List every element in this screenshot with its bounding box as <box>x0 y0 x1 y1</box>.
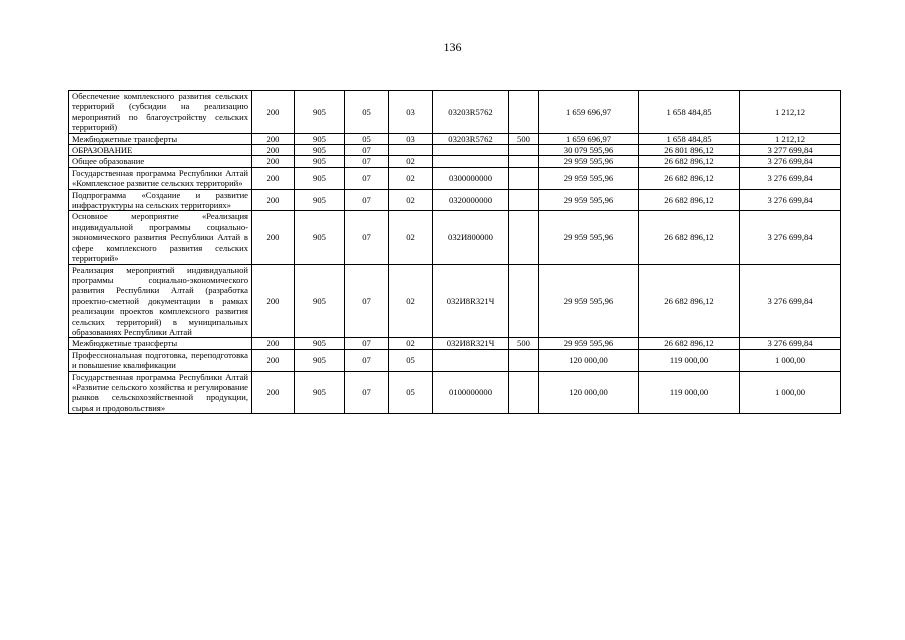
table-row <box>69 338 841 349</box>
row-ministry-code: 905 <box>295 167 345 189</box>
row-admin-code: 200 <box>252 189 295 211</box>
table-row <box>69 264 841 338</box>
row-subsection: 02 <box>389 156 433 167</box>
row-section: 07 <box>345 264 389 338</box>
row-ministry-code: 905 <box>295 91 345 134</box>
row-admin-code: 200 <box>252 145 295 156</box>
row-actual-amount: 26 682 896,12 <box>639 264 740 338</box>
row-name: ОБРАЗОВАНИЕ <box>69 145 252 156</box>
row-section: 07 <box>345 338 389 349</box>
row-name: Реализация мероприятий индивидуальной программы социально-экономического развития Республики Алтай (разработка проектно-сметной документации в рамках реализации проектов комплексного развития сельских территорий) в муниципальных образованиях Республики Алтай <box>69 264 252 338</box>
row-section: 07 <box>345 211 389 264</box>
row-name: Общее образование <box>69 156 252 167</box>
row-actual-amount: 26 682 896,12 <box>639 211 740 264</box>
row-subsection: 02 <box>389 264 433 338</box>
row-name: Государственная программа Республики Алтай «Развитие сельского хозяйства и регулирование рынков сельскохозяйственной продукции, сырья и продовольствия» <box>69 371 252 414</box>
row-expense-type <box>509 371 539 414</box>
row-actual-amount: 26 682 896,12 <box>639 156 740 167</box>
row-section: 07 <box>345 349 389 371</box>
row-expense-type <box>509 349 539 371</box>
row-target-article: 03203R5762 <box>433 91 509 134</box>
row-section: 07 <box>345 156 389 167</box>
table-row <box>69 145 841 156</box>
table-row <box>69 133 841 144</box>
row-plan-amount: 29 959 595,96 <box>539 264 639 338</box>
row-subsection: 03 <box>389 133 433 144</box>
row-ministry-code: 905 <box>295 264 345 338</box>
row-plan-amount: 29 959 595,96 <box>539 189 639 211</box>
row-section: 05 <box>345 91 389 134</box>
row-subsection: 05 <box>389 371 433 414</box>
row-ministry-code: 905 <box>295 211 345 264</box>
row-name: Подпрограмма «Создание и развитие инфраструктуры на сельских территориях» <box>69 189 252 211</box>
row-admin-code: 200 <box>252 349 295 371</box>
row-remainder: 3 277 699,84 <box>740 145 841 156</box>
row-name: Межбюджетные трансферты <box>69 133 252 144</box>
row-plan-amount: 30 079 595,96 <box>539 145 639 156</box>
row-name: Межбюджетные трансферты <box>69 338 252 349</box>
row-admin-code: 200 <box>252 156 295 167</box>
budget-table <box>68 90 841 414</box>
row-subsection: 02 <box>389 211 433 264</box>
row-target-article <box>433 349 509 371</box>
row-remainder: 1 000,00 <box>740 349 841 371</box>
row-remainder: 3 276 699,84 <box>740 167 841 189</box>
table-row <box>69 156 841 167</box>
row-target-article: 03203R5762 <box>433 133 509 144</box>
row-actual-amount: 1 658 484,85 <box>639 133 740 144</box>
row-ministry-code: 905 <box>295 338 345 349</box>
row-remainder: 3 276 699,84 <box>740 264 841 338</box>
row-subsection: 03 <box>389 91 433 134</box>
row-admin-code: 200 <box>252 133 295 144</box>
row-name: Профессиональная подготовка, переподготовка и повышение квалификации <box>69 349 252 371</box>
row-plan-amount: 120 000,00 <box>539 349 639 371</box>
row-expense-type <box>509 145 539 156</box>
table-row <box>69 91 841 134</box>
row-remainder: 3 276 699,84 <box>740 189 841 211</box>
row-expense-type <box>509 211 539 264</box>
row-remainder: 3 276 699,84 <box>740 156 841 167</box>
row-admin-code: 200 <box>252 91 295 134</box>
row-plan-amount: 29 959 595,96 <box>539 167 639 189</box>
row-target-article: 0300000000 <box>433 167 509 189</box>
row-expense-type <box>509 167 539 189</box>
row-expense-type <box>509 264 539 338</box>
table-row <box>69 349 841 371</box>
row-ministry-code: 905 <box>295 349 345 371</box>
row-subsection <box>389 145 433 156</box>
row-expense-type <box>509 91 539 134</box>
row-subsection: 02 <box>389 189 433 211</box>
row-actual-amount: 26 682 896,12 <box>639 338 740 349</box>
row-target-article: 032И8R321Ч <box>433 338 509 349</box>
row-expense-type: 500 <box>509 338 539 349</box>
row-admin-code: 200 <box>252 264 295 338</box>
row-section: 05 <box>345 133 389 144</box>
row-admin-code: 200 <box>252 167 295 189</box>
row-expense-type: 500 <box>509 133 539 144</box>
row-actual-amount: 26 682 896,12 <box>639 167 740 189</box>
row-target-article: 032И8R321Ч <box>433 264 509 338</box>
row-plan-amount: 29 959 595,96 <box>539 338 639 349</box>
row-target-article: 0320000000 <box>433 189 509 211</box>
row-ministry-code: 905 <box>295 371 345 414</box>
row-admin-code: 200 <box>252 338 295 349</box>
row-expense-type <box>509 156 539 167</box>
row-section: 07 <box>345 371 389 414</box>
table-row <box>69 189 841 211</box>
row-plan-amount: 29 959 595,96 <box>539 156 639 167</box>
row-actual-amount: 119 000,00 <box>639 349 740 371</box>
row-actual-amount: 119 000,00 <box>639 371 740 414</box>
row-target-article <box>433 156 509 167</box>
row-plan-amount: 1 659 696,97 <box>539 91 639 134</box>
row-name: Основное мероприятие «Реализация индивидуальной программы социально-экономического развития Республики Алтай в сфере комплексного развития сельских территорий» <box>69 211 252 264</box>
row-target-article: 0100000000 <box>433 371 509 414</box>
table-row <box>69 371 841 414</box>
row-remainder: 3 276 699,84 <box>740 338 841 349</box>
row-target-article: 032И800000 <box>433 211 509 264</box>
row-remainder: 3 276 699,84 <box>740 211 841 264</box>
row-name: Обеспечение комплексного развития сельских территорий (субсидии на реализацию мероприятий по благоустройству сельских территорий) <box>69 91 252 134</box>
row-expense-type <box>509 189 539 211</box>
row-section: 07 <box>345 167 389 189</box>
row-admin-code: 200 <box>252 371 295 414</box>
row-remainder: 1 212,12 <box>740 133 841 144</box>
row-target-article <box>433 145 509 156</box>
row-ministry-code: 905 <box>295 145 345 156</box>
row-plan-amount: 29 959 595,96 <box>539 211 639 264</box>
row-actual-amount: 26 682 896,12 <box>639 189 740 211</box>
row-actual-amount: 1 658 484,85 <box>639 91 740 134</box>
row-plan-amount: 1 659 696,97 <box>539 133 639 144</box>
row-admin-code: 200 <box>252 211 295 264</box>
row-section: 07 <box>345 145 389 156</box>
table-row <box>69 211 841 264</box>
row-subsection: 05 <box>389 349 433 371</box>
table-row <box>69 167 841 189</box>
row-section: 07 <box>345 189 389 211</box>
row-name: Государственная программа Республики Алтай «Комплексное развитие сельских территорий» <box>69 167 252 189</box>
row-actual-amount: 26 801 896,12 <box>639 145 740 156</box>
row-ministry-code: 905 <box>295 133 345 144</box>
row-subsection: 02 <box>389 167 433 189</box>
row-ministry-code: 905 <box>295 189 345 211</box>
row-remainder: 1 000,00 <box>740 371 841 414</box>
row-subsection: 02 <box>389 338 433 349</box>
page-number: 136 <box>443 40 462 54</box>
row-plan-amount: 120 000,00 <box>539 371 639 414</box>
row-remainder: 1 212,12 <box>740 91 841 134</box>
row-ministry-code: 905 <box>295 156 345 167</box>
